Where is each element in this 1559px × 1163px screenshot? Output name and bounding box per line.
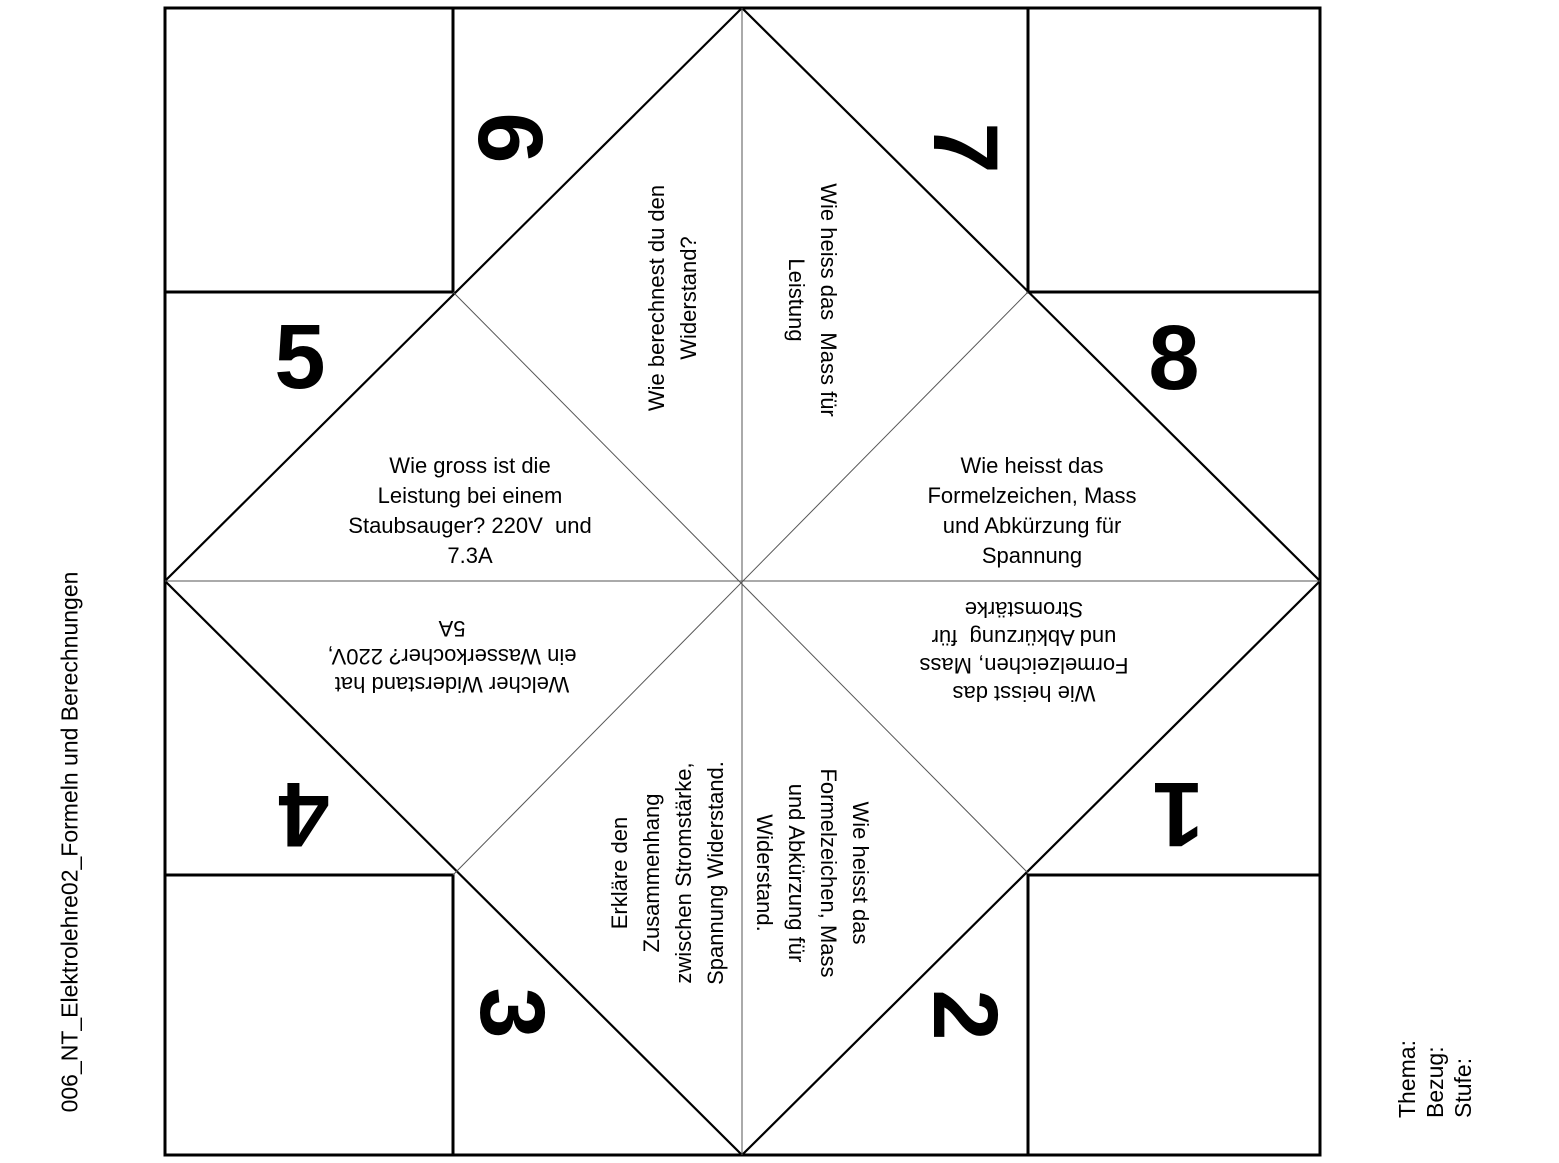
question-right-lower	[919, 595, 1128, 707]
question-line: ein Wasserkocher? 220V,	[327, 644, 577, 669]
corner-square-top-right	[1028, 8, 1320, 292]
question-line: und Abkürzung für	[931, 625, 1117, 650]
question-line: und Abkürzung für	[942, 513, 1122, 538]
corner-square-bottom-right	[1028, 875, 1320, 1155]
question-line: und Abkürzung für	[784, 783, 809, 963]
question-line: Formelzeichen, Mass	[927, 483, 1137, 508]
corner-square-bottom-left	[165, 875, 453, 1155]
footer-label-stufe: Stufe:	[1450, 1057, 1476, 1118]
question-line: Welcher Widerstand hat	[334, 672, 570, 697]
question-line: Wie berechnest du den	[644, 184, 669, 412]
flap-number-5: 5	[274, 306, 326, 408]
question-bottom-left	[604, 761, 732, 985]
footer-label-bezug: Bezug:	[1422, 1046, 1448, 1118]
flap-number-3: 3	[461, 987, 563, 1039]
question-line: Formelzeichen, Mass	[919, 653, 1129, 678]
question-line: Widerstand?	[676, 236, 701, 360]
flap-number-1: 1	[1152, 763, 1204, 865]
question-line: Spannung Widerstand.	[703, 761, 728, 985]
question-top-left	[641, 185, 705, 411]
question-line: Spannung	[981, 543, 1083, 568]
flap-number-6: 6	[459, 112, 561, 164]
flap-number-8: 8	[1148, 307, 1200, 409]
question-line: Erkläre den	[607, 816, 632, 930]
question-line: Leistung bei einem	[377, 483, 563, 508]
question-top-right	[780, 183, 844, 417]
question-left-upper	[348, 451, 591, 571]
question-left-lower	[327, 614, 576, 698]
question-line: Wie heiss das Mass für	[816, 183, 841, 417]
corner-square-top-left	[165, 8, 453, 292]
question-right-upper	[927, 451, 1136, 571]
question-line: Staubsauger? 220V und	[348, 513, 592, 538]
footer-label-thema: Thema:	[1394, 1040, 1420, 1118]
question-line: Formelzeichen, Mass	[816, 768, 841, 978]
question-line: Wie gross ist die	[389, 453, 551, 478]
question-line: 5A	[438, 616, 466, 641]
flap-number-7: 7	[914, 122, 1016, 174]
question-line: Wie heisst das	[960, 453, 1104, 478]
question-line: Stromstärke	[964, 597, 1084, 622]
document-filename-label: 006_NT_Elektrolehre02_Formeln und Berechnungen	[56, 571, 83, 1113]
flap-number-4: 4	[278, 763, 330, 865]
flap-number-2: 2	[914, 989, 1016, 1041]
question-line: Widerstand.	[752, 814, 777, 932]
question-line: 7.3A	[447, 543, 493, 568]
question-bottom-right	[748, 768, 876, 977]
question-line: Wie heisst das	[952, 681, 1096, 706]
question-line: Wie heisst das	[848, 801, 873, 945]
question-line: Leistung	[784, 258, 809, 342]
question-line: Zusammenhang	[639, 793, 664, 953]
footer-labels	[1393, 1040, 1477, 1118]
question-line: zwischen Stromstärke,	[671, 762, 696, 984]
